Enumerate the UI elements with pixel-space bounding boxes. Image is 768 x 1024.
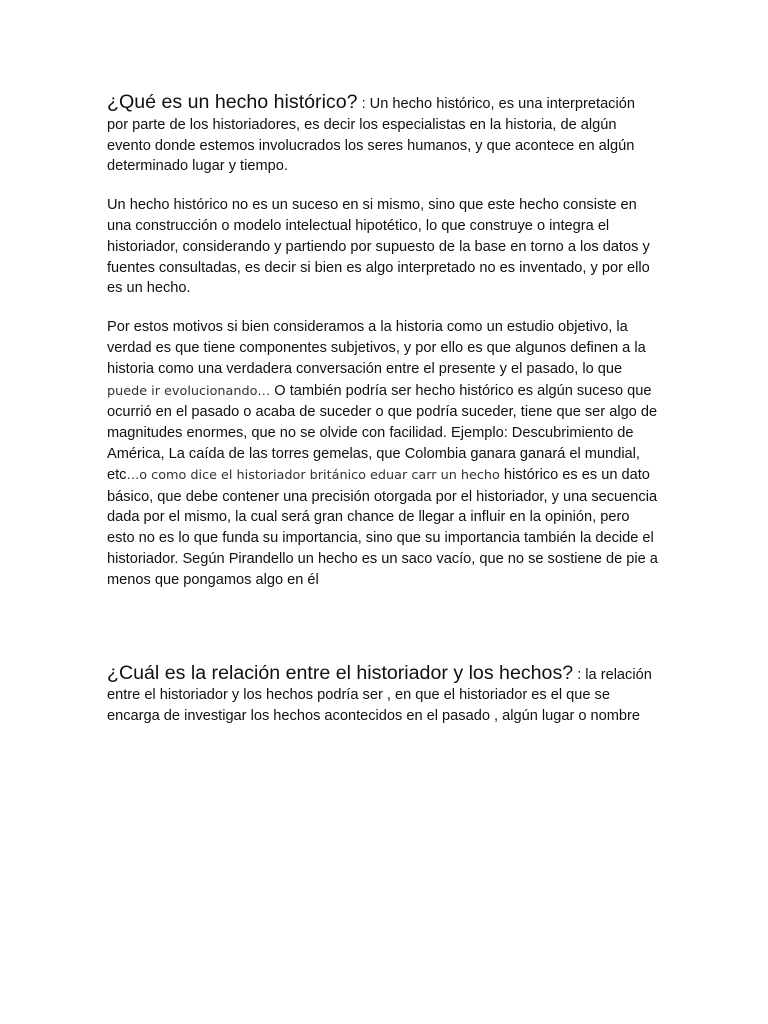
paragraph-3-text-c: O también podría ser hecho histórico es algún suceso que ocurrió en el pasado o acaba de suceder o que podría suceder, tiene que ser algo de magnitudes enormes, que no se olvide con facilidad. Ejemplo: Descubrimiento de América, La caída de las torres gemelas, que Colombia ganara ganará el mundial, etc [107, 382, 658, 483]
question-1-paragraph [107, 92, 660, 177]
question-2-answer: : la relación entre el historiador y los hechos podría ser , en que el historiador es el que se encarga de investigar los hechos acontecidos en el pasado , algún lugar o nombre [107, 666, 652, 725]
body-paragraph-3 [107, 317, 660, 590]
paragraph-3-text-e: histórico es es un dato básico, que debe contener una precisión otorgada por el historiador, y una secuencia dada por el mismo, la cual será gran chance de llegar a influir en la opinión, pero esto no es lo que funda su importancia, sino que su importancia también la decide el historiador. Según Pirandello un hecho es un saco vacío, que no se sostiene de pie a menos que pongamos algo en él [107, 466, 658, 588]
question-2-heading: ¿Cuál es la relación entre el historiador y los hechos? [107, 661, 574, 684]
body-paragraph-2: Un hecho histórico no es un suceso en si mismo, sino que este hecho consiste en una construcción o modelo intelectual hipotético, lo que construye o integra el historiador, considerando y partiendo por supuesto de la base en torno a los datos y fuentes consultadas, es decir si bien es algo interpretado no es inventado, y por ello es un hecho. [107, 197, 650, 297]
question-2-paragraph [107, 663, 660, 727]
question-1-answer: : Un hecho histórico, es una interpretación por parte de los historiadores, es decir los especialistas en la historia, de algún evento donde estemos involucrados los seres humanos, y que acontece en algún determinado lugar y tiempo. [107, 96, 635, 175]
paragraph-3-text-a: Por estos motivos si bien consideramos a la historia como un estudio objetivo, la verdad es que tiene componentes subjetivos, y por ello es que algunos definen a la historia como una verdadera conversación entre el presente y el pasado, lo que [107, 319, 646, 377]
paragraph-3-text-d: …o como dice el historiador británico eduar carr un hecho [126, 467, 500, 483]
question-1-heading: ¿Qué es un hecho histórico? [107, 91, 358, 113]
paragraph-3-text-b: puede ir evolucionando… [107, 383, 271, 399]
